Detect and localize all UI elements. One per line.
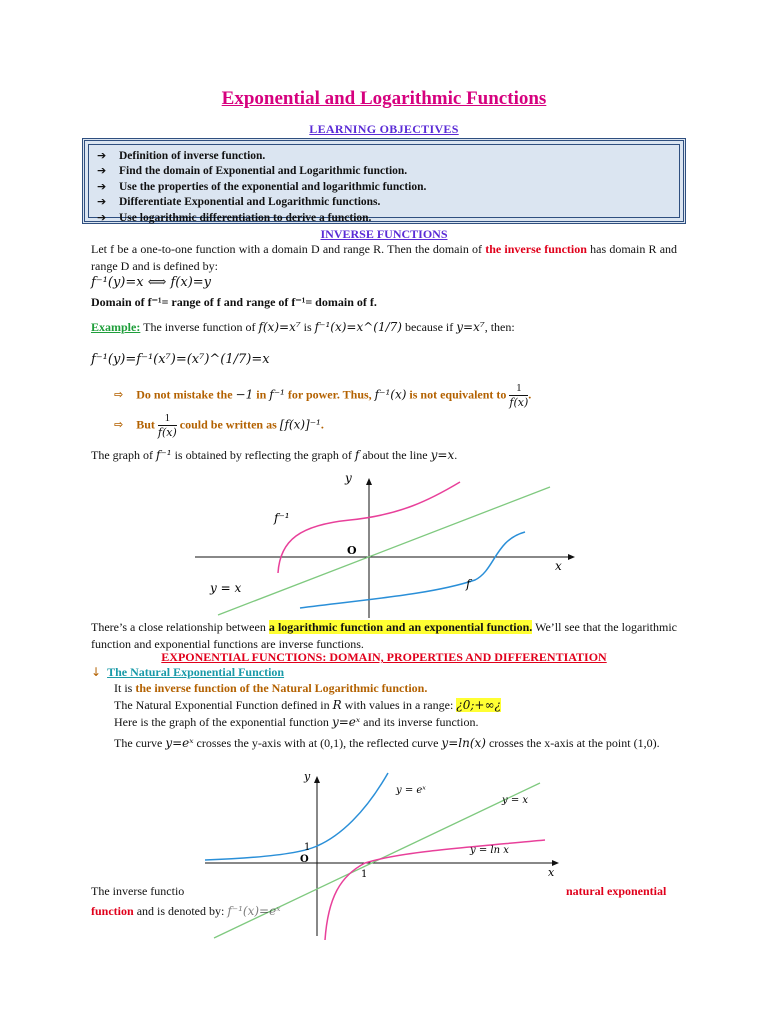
arrow-right-icon: ➔ (97, 149, 107, 162)
x-axis-label: x (548, 866, 555, 879)
fraction: $\frac{1}{f(x)}$ (509, 382, 529, 409)
x-axis-arrow-icon (568, 554, 575, 560)
x-tick-label: 1 (361, 869, 368, 880)
fraction: $\frac{1}{f(x)}$ (157, 412, 177, 439)
list-item: ➔ Use logarithmic differentiation to derive a function. (97, 210, 372, 224)
inverse-definition: f⁻¹(y)=x ⟺ f(x)=y (91, 275, 212, 290)
relationship-paragraph: There’s a close relationship between a logarithmic function and an exponential function. We’ll see that the logarithmic function and exponential functions are inverse functions. (91, 620, 677, 651)
list-item: ➔ Use the properties of the exponential and logarithmic function. (97, 179, 427, 193)
objectives-list (97, 148, 426, 225)
inverse-functions-heading: INVERSE FUNCTIONS (320, 227, 448, 241)
bottom-text-red: natural exponential (566, 884, 667, 898)
example-line: Example: The inverse function of f(x)=x⁷ is f⁻¹(x)=x^(1/7) because if y=x⁷, then: (91, 320, 515, 334)
x-axis-label: x (555, 559, 562, 573)
learning-objectives-heading: LEARNING OBJECTIVES (309, 122, 459, 136)
origin-label: O (347, 544, 357, 557)
arrow-right-icon: ➔ (97, 195, 107, 209)
list-item: ➔ Definition of inverse function. (97, 149, 266, 162)
exponential-functions-heading: EXPONENTIAL FUNCTIONS: DOMAIN, PROPERTIES AND DIFFERENTIATION (161, 650, 607, 664)
line-label: y = x (210, 581, 242, 595)
line-label: y = x (502, 795, 529, 806)
y-axis-label: y (304, 770, 311, 783)
list-item: ➔ Differentiate Exponential and Logarithmic functions. (97, 195, 381, 209)
arrow-right-icon: ➔ (97, 179, 107, 193)
inverse-graph (190, 470, 580, 620)
arrow-right-icon: ➔ (97, 164, 107, 178)
exp-line-2: The Natural Exponential Function defined in R with values in a range: ¿0;+∞¿ (114, 698, 501, 712)
natural-exponential-subheading: ↓ The Natural Exponential Function (91, 665, 285, 679)
y-tick-label: 1 (304, 842, 311, 853)
note-reciprocal: ⇨ But $\frac{1}{f(x)}$ could be written as [f(x)]⁻¹. (114, 412, 324, 439)
exp-line-1: It is the inverse function of the Natural Logarithmic function. (114, 681, 428, 695)
origin-label: O (300, 854, 309, 865)
exp-line-4: The curve y=eˣ crosses the y-axis with at (0,1), the reflected curve y=ln(x) crosses the x-axis at the point (1,0). (114, 736, 660, 750)
f-label: f (466, 577, 471, 591)
line-y-equals-x (218, 487, 550, 615)
graph-reflection-text: The graph of f⁻¹ is obtained by reflecting the graph of f about the line y=x. (91, 448, 458, 462)
f-inverse-label: f⁻¹ (274, 511, 290, 525)
bottom-text-b: function and is denoted by: f⁻¹(x)=eˣ (91, 904, 281, 918)
ln-curve (325, 840, 545, 940)
y-axis-arrow-icon (314, 776, 320, 783)
ln-curve-label: y = ln x (470, 845, 509, 856)
exp-line-3: Here is the graph of the exponential function y=eˣ and its inverse function. (114, 715, 479, 729)
arrow-right-icon: ⇨ (114, 418, 124, 432)
y-axis-label: y (345, 471, 352, 485)
bottom-text-a: The inverse functio (91, 884, 185, 898)
arrow-right-icon: ➔ (97, 210, 107, 224)
inverse-intro: Let f be a one-to-one function with a domain D and range R. Then the domain of the inverse function has domain R and range D and is defined by: (91, 242, 678, 273)
page-title: Exponential and Logarithmic Functions (221, 88, 547, 109)
exp-curve (205, 773, 388, 860)
note-not-power: ⇨ Do not mistake the −1 in f⁻¹ for power. Thus, f⁻¹(x) is not equivalent to $\frac{1}{f(x)}$ . (114, 382, 532, 409)
learning-objectives-box (82, 138, 686, 224)
pin-icon: ↓ (91, 665, 102, 679)
arrow-right-icon: ⇨ (114, 388, 124, 402)
domain-range-statement: Domain of f⁻¹= range of f and range of f⁻¹= domain of f. (91, 295, 377, 309)
example-equation: f⁻¹(y)=f⁻¹(x⁷)=(x⁷)^(1/7)=x (91, 352, 270, 367)
list-item: ➔ Find the domain of Exponential and Logarithmic function. (97, 164, 408, 178)
y-axis-arrow-icon (366, 478, 372, 485)
exp-curve-label: y = eˣ (396, 785, 426, 796)
